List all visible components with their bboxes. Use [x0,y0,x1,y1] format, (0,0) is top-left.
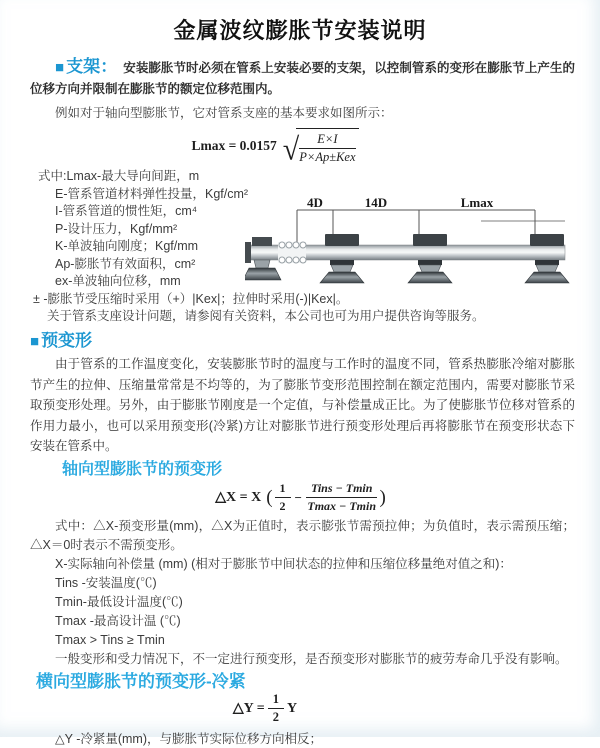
sqrt-expression [283,128,359,165]
axial-note: X-实际轴向补偿量 (mm) (相对于膨胀节中间状态的拉伸和压缩位移量绝对值之和)： [55,556,512,571]
formula3-fraction [268,692,284,725]
definitions-block [33,168,600,326]
preform-section-heading-row [30,332,600,351]
support-intro-text: 安装膨胀节时必须在管系上安装必要的支架，以控制管系的变形在膨胀节上产生的位移方向并限制在膨胀节的额定位移范围内。 [30,61,575,96]
bellows-icon [278,242,306,263]
axial-note: Tmax -最高设计温 (℃) [55,613,181,628]
support-example-line: 例如对于轴向型膨胀节，它对管系支座的基本要求如图所示： [55,106,393,120]
pipe-end-flange [245,242,251,263]
dim-label-lmax: Lmax [460,198,494,210]
definition-item: ex-单波轴向位移，mm [55,274,181,288]
section-bullet-icon: ■ [30,333,40,350]
definition-item: K-单波轴向刚度；Kgf/mm [55,239,199,253]
half-denominator: 2 [279,499,286,513]
formula3-denominator: 2 [272,710,279,724]
lateral-note: △Y -冷紧量(mm)，与膨胀节实际位移方向相反； [55,731,323,746]
preform-section-heading: 预变形 [41,331,93,350]
section-bullet-icon: ■ [55,59,65,76]
lateral-preform-formula [0,692,565,724]
minus-sign: − [294,489,302,505]
axial-notes-block [30,517,575,669]
lateral-subheading: 横向型膨胀节的预变形-冷紧 [36,671,246,691]
formula3-numerator: 1 [268,692,284,709]
axial-note: Tmin-最低设计温度(℃) [55,594,183,609]
definition-item: 式中:Lmax-最大导向间距，m [38,169,200,183]
support-section-heading: 支架： [66,57,118,76]
preform-paragraph: 由于管系的工作温度变化，安装膨胀节时的温度与工作时的温度不同，管系热膨胀冷缩对膨胀节产生的拉伸、压缩量常常是不均等的，为了膨胀节变形范围控制在额定范围内，需要对膨胀节采取预变形处理。另外，由于膨胀节刚度是一个定值，与补偿量成正比。为了使膨胀节位移对管系的作用力最小，也可以采用预变形(冷紧)方让对膨胀节进行预变形处理后再将膨胀节在预变形状态下安装在管系中。 [30,357,575,453]
definition-item: P-设计压力，Kgf/mm² [55,221,178,236]
definition-item: E-管系管道材料弹性投量，Kgf/cm² [55,186,249,201]
formula2-temp-fraction [306,481,378,514]
temp-denominator: Tmax − Tmin [307,499,376,513]
formula1-lhs: Lmax = 0.0157 [191,138,277,153]
sqrt-content [296,128,358,165]
axial-note-paragraph: 式中：△X-预变形量(mm)，△X为正值时，表示膨张节需预拉伸；为负值时，表示需预压缩；△X＝0时表示不需预变形。 [30,518,575,552]
formula2-half-fraction [275,481,291,514]
dim-label-4d: 4D [307,198,323,210]
formula3-lhs: △Y = [232,701,265,716]
temp-numerator: Tins − Tmin [306,481,378,498]
page-title: 金属波纹膨胀节安装说明 [173,18,427,43]
axial-preform-formula [0,482,600,514]
formula3-rhs: Y [286,700,298,716]
guide-spacing-formula [0,129,575,167]
pm-note: ± -膨胀节受压缩时采用（+）|Kex|；拉伸时采用(-)|Kex|。 [33,291,349,306]
consult-note: 关于管系支座设计问题，请参阅有关资料，本公司也可为用户提供咨询等服务。 [47,309,485,323]
close-paren: ) [379,486,386,508]
axial-note: 一般变形和受力情况下，不一定进行预变形，是否预变形对膨胀节的疲劳寿命几乎没有影响。 [55,651,568,666]
pipe-support-diagram [245,198,597,293]
half-numerator: 1 [275,481,291,498]
dim-label-14d: 14D [364,198,388,210]
formula1-numerator: E×I [299,132,355,149]
definition-item: Ap-膨胀节有效面积，cm² [55,256,196,271]
formula1-fraction [299,132,355,165]
axial-note: Tmax > Tins ≥ Tmin [55,632,165,647]
definition-item: I-管系管道的惯性矩，cm⁴ [55,204,198,218]
open-paren: ( [266,486,273,508]
support-paragraph [30,56,575,100]
formula2-lhs: △X = X [215,490,262,505]
formula1-denominator: P×Ap±Kex [299,149,356,164]
axial-subheading: 轴向型膨胀节的预变形 [62,460,223,478]
radical-sign: √ [282,131,300,167]
axial-note: Tins -安装温度(℃) [55,575,157,590]
